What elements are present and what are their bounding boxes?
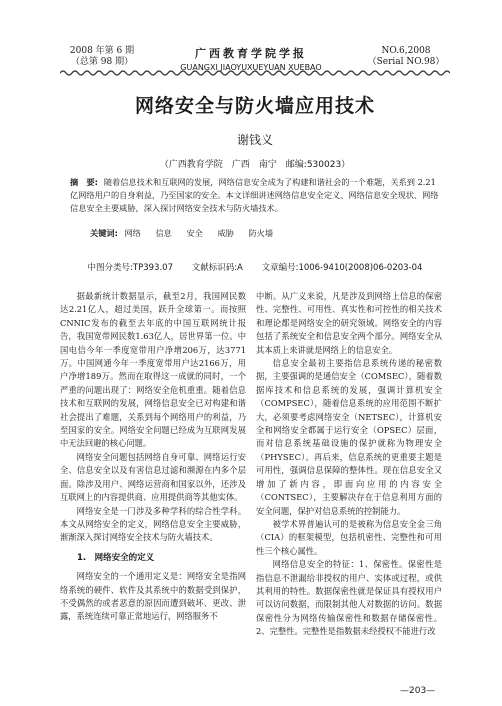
abstract-text: 随着信息技术和互联网的发展，网络信息安全成为了构建和谐社会的一个难题，关系到 2.21 亿网络用户的自身利益，乃至国家的安全。本文详细讲述网络信息安全定义、网络信息安全现状、网络信息安全主要威胁，深入探讨网络安全技术与防火墙技术。 — [70, 177, 439, 213]
journal-title-cn: 广西教育学院学报 — [195, 47, 307, 60]
issue-number: 2008 年第 6 期 — [69, 46, 135, 56]
body-paragraph: 网络安全的一个通用定义是：网络安全是指网络系统的硬件、软件及其系统中的数据受到保护，不受偶然的或者恶意的原因而遭到破坏、更改、泄露，系统连续可靠正常地运行，网络服务不 — [60, 571, 246, 622]
header-wave-rule — [60, 69, 450, 77]
serial-number: （总第 98 期） — [70, 57, 134, 67]
keyword: 网络 — [124, 228, 141, 238]
article-number: 文章编号:1006-9410(2008)06-0203-04 — [261, 263, 423, 273]
body-paragraph: 被学术界普遍认可的是被称为信息安全金三角（CIA）的框架模型，包括机密性、完整性和可用性三个核心属性。 — [256, 518, 442, 556]
page-number: —203— — [400, 686, 436, 696]
keyword: 威胁 — [217, 228, 234, 238]
abstract — [70, 176, 442, 215]
body-column-right — [256, 290, 442, 639]
body-paragraph: 网络信息安全的特征：1、保密性。保密性是指信息不泄漏给非授权的用户、实体或过程，或供其利用的特性。数据保密性就是保证具有授权用户可以访问数据，而限制其他人对数据的访问。数据保密性分为网络传输保密性和数据存储保密性。2、完整性。完整性是指数据未经授权不能进行改 — [256, 559, 442, 637]
body-paragraph: 中断。从广义来说，凡是涉及到网络上信息的保密性、完整性、可用性、真实性和可控性的相关技术和理论都是网络安全的研究领域。网络安全的内容包括了系统安全和信息安全两个部分。网络安全从其本质上来讲就是网络上的信息安全。 — [256, 291, 442, 355]
section-heading: 1. 网络安全的定义 — [77, 552, 155, 563]
clc-number: 中图分类号:TP393.07 — [87, 263, 173, 273]
author-name: 谢钱义 — [236, 133, 273, 147]
body-paragraph: 据最新统计数据显示，截至2月，我国网民数达2.21亿人，超过美国，跃升全球第一。而按照CNNIC发布的截至去年底的中国互联网统计报告，我国宽带网民数1.63亿人，居世界第一位。中国电信今年一季度宽带用户净增206万，达3771万。中国网通今年一季度宽带用户达2166万，用户净增189万。然而在取得这一成就的同时，一个严重的问题出现了：网络安全危机重重。随着信息技术和互联网的发展，网络信息安全已对构建和谐社会提出了难题，关系到每个网络用户的利益，乃至国家的安全。网络安全问题已经成为互联网发展中无法回避的核心问题。 — [60, 291, 246, 449]
abstract-label: 摘 要: — [70, 177, 98, 187]
journal-title-en: GUANGXI JIAOYUXUEYUAN XUEBAO — [180, 63, 322, 72]
body-paragraph: 网络安全是一门涉及多种学科的综合性学科。本文从网络安全的定义，网络信息安全主要威胁，渐渐深入探讨网络安全技术与防火墙技术。 — [60, 505, 246, 543]
keyword: 信息 — [155, 228, 172, 238]
issue-info — [62, 46, 142, 68]
keyword: 安全 — [186, 228, 203, 238]
article-title: 网络安全与防火墙应用技术 — [134, 95, 375, 117]
body-paragraph: 信息安全最初主要指信息系统传递的秘密数据，主要强调的是通信安全（COMSEC），随着数据库技术和信息系统的发展，强调计算机安全（COMPSEC），随着信息系统的应用范围不断扩大，必须要考虑网络安全（NETSEC），计算机安全和网络安全都属于运行安全（OPSEC）层面，而对信息系统基础设施的保护就称为物理安全（PHYSEC）。再后来，信息系统的更重要主题是可用性，强调信息保障的整体性。现在信息安全又增加了新内容，即面向应用的内容安全（CONTSEC），主要解决存在于信息利用方面的安全问题，保护对信息系统的控制能力。 — [256, 358, 442, 516]
serial-number-en: （Serial NO.98） — [367, 57, 445, 67]
keywords — [90, 228, 442, 239]
issue-info-en — [366, 46, 446, 68]
document-code: 文献标识码:A — [191, 263, 243, 273]
body-column-left — [60, 290, 246, 624]
keywords-label: 关键词: — [90, 228, 118, 238]
body-paragraph: 网络安全问题包括网络自身可靠、网络运行安全、信息安全以及有害信息过滤和濒源在内多个层面。除涉及用户、网络运营商和国家以外，还涉及互联网上的内容提供商、应用提供商等其他实体。 — [60, 451, 246, 503]
journal-name — [160, 45, 342, 72]
author-affiliation: （广西教育学院 广西 南宁 邮编:530023） — [159, 160, 351, 170]
keyword: 防火墙 — [248, 228, 274, 238]
classification-line — [60, 261, 450, 273]
issue-number-en: NO.6,2008 — [381, 46, 431, 56]
